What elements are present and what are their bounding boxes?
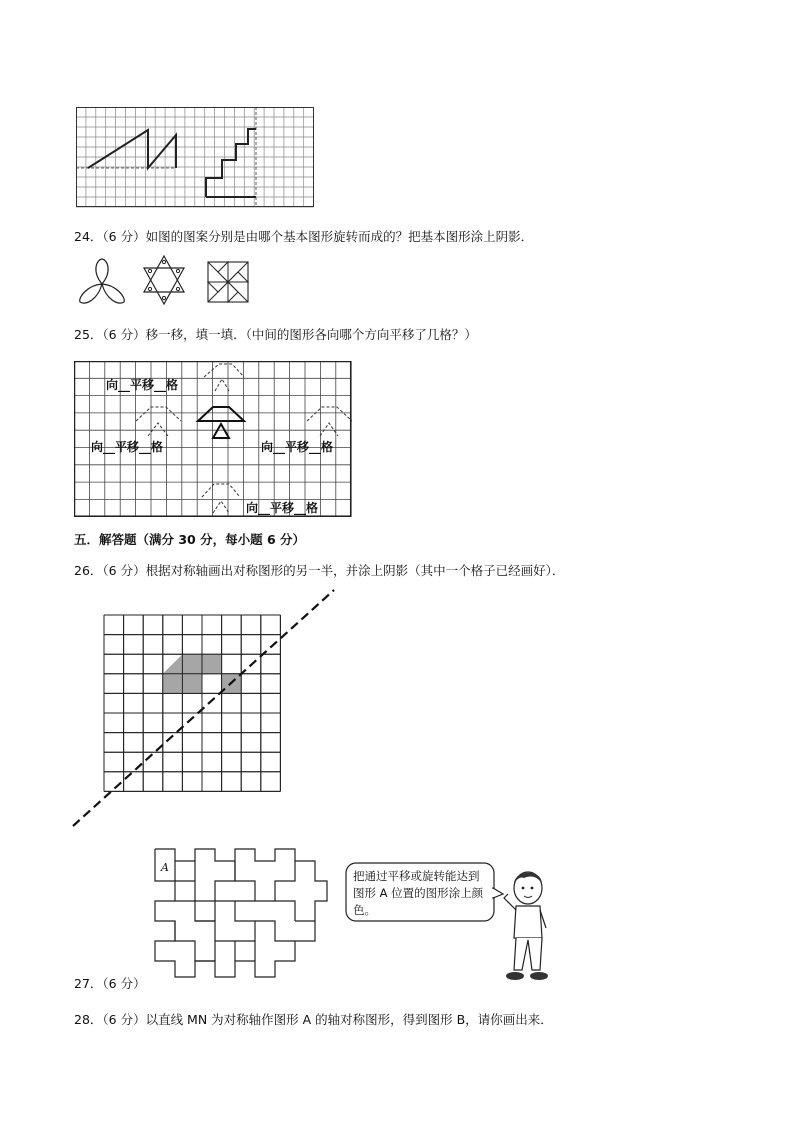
question-26: 26．（6 分）根据对称轴画出对称图形的另一半，并涂上阴影（其中一个格子已经画好）． bbox=[74, 563, 565, 578]
label-mid-right: 向__平移__格 bbox=[261, 440, 334, 454]
pinwheel-figure bbox=[206, 260, 250, 304]
bubble-text: 把通过平移或旋转能达到图形 A 位置的图形涂上颜色。 bbox=[353, 869, 484, 917]
cartoon-boy-illustration bbox=[500, 866, 552, 988]
speech-bubble bbox=[345, 862, 495, 924]
hexagram-figure bbox=[142, 254, 186, 306]
symmetry-axis bbox=[73, 590, 334, 826]
shape-a-label: A bbox=[161, 861, 169, 874]
symmetry-grid bbox=[70, 588, 340, 830]
trefoil-figure bbox=[74, 257, 130, 307]
question-24: 24．（6 分）如图的图案分别是由哪个基本图形旋转而成的？把基本图形涂上阴影． bbox=[74, 229, 534, 244]
question-25: 25．（6 分）移一移，填一填．（中间的图形各向哪个方向平移了几格？） bbox=[74, 327, 477, 342]
question-27: 27．（6 分） bbox=[74, 976, 146, 991]
label-mid-left: 向__平移__格 bbox=[91, 440, 164, 454]
tessellation-figure bbox=[152, 846, 328, 980]
label-bottom: 向__平移__格 bbox=[246, 501, 319, 515]
translation-grid bbox=[74, 361, 352, 517]
label-top-left: 向__平移__格 bbox=[106, 378, 179, 392]
question-28: 28．（6 分）以直线 MN 为对称轴作图形 A 的轴对称图形，得到图形 B，请你画出来． bbox=[74, 1012, 553, 1027]
section-5-heading: 五．解答题（满分 30 分，每小题 6 分） bbox=[74, 532, 306, 547]
top-grid-figure bbox=[76, 107, 316, 209]
